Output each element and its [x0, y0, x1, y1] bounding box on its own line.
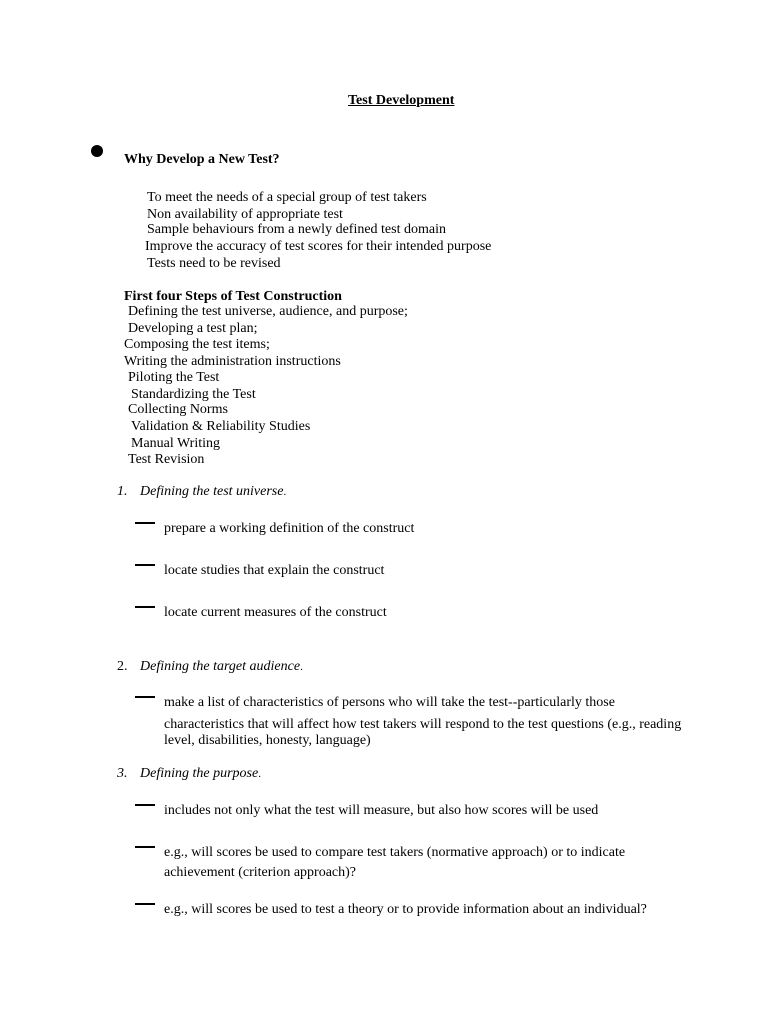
section-title: Defining the target audience.: [140, 659, 303, 674]
section-point: locate current measures of the construct: [164, 605, 387, 620]
section-point: prepare a working definition of the construct: [164, 521, 415, 536]
step-item: Composing the test items;: [124, 337, 270, 352]
dash-icon: [135, 804, 155, 806]
section-title: Defining the purpose.: [140, 766, 261, 781]
step-item: Test Revision: [128, 452, 205, 467]
section-number: 3.: [117, 766, 128, 781]
step-item: Standardizing the Test: [131, 387, 256, 402]
step-item: Manual Writing: [131, 436, 220, 451]
dash-icon: [135, 522, 155, 524]
why-item: Improve the accuracy of test scores for their intended purpose: [145, 239, 492, 254]
step-item: Validation & Reliability Studies: [131, 419, 311, 434]
dash-icon: [135, 564, 155, 566]
section-point: characteristics that will affect how test takers will respond to the test questions (e.g., reading level, disabilities, honesty, language): [164, 717, 682, 748]
step-item: Piloting the Test: [128, 370, 220, 385]
why-item: Sample behaviours from a newly defined test domain: [147, 222, 446, 237]
dash-icon: [135, 903, 155, 905]
section-point: achievement (criterion approach)?: [164, 865, 357, 880]
section-number: 1.: [117, 484, 128, 499]
section-point: locate studies that explain the construct: [164, 563, 385, 578]
why-item: To meet the needs of a special group of test takers: [147, 190, 427, 205]
step-item: Defining the test universe, audience, and purpose;: [128, 304, 408, 319]
step-item: Collecting Norms: [128, 402, 228, 417]
page-title: Test Development: [348, 93, 455, 108]
dash-icon: [135, 696, 155, 698]
section-point: e.g., will scores be used to compare test takers (normative approach) or to indicate: [164, 845, 626, 860]
dash-icon: [135, 606, 155, 608]
section-number: 2.: [117, 659, 128, 674]
steps-heading: First four Steps of Test Construction: [124, 289, 342, 304]
step-item: Writing the administration instructions: [124, 354, 341, 369]
section-point: e.g., will scores be used to test a theory or to provide information about an individual?: [164, 902, 647, 917]
step-item: Developing a test plan;: [128, 321, 258, 336]
section-point: includes not only what the test will measure, but also how scores will be used: [164, 803, 599, 818]
why-heading: Why Develop a New Test?: [124, 152, 280, 167]
why-item: Non availability of appropriate test: [147, 207, 343, 222]
section-point: make a list of characteristics of persons who will take the test--particularly those: [164, 695, 615, 710]
bullet-icon: [91, 145, 103, 157]
section-title: Defining the test universe.: [140, 484, 287, 499]
dash-icon: [135, 846, 155, 848]
why-item: Tests need to be revised: [147, 256, 281, 271]
